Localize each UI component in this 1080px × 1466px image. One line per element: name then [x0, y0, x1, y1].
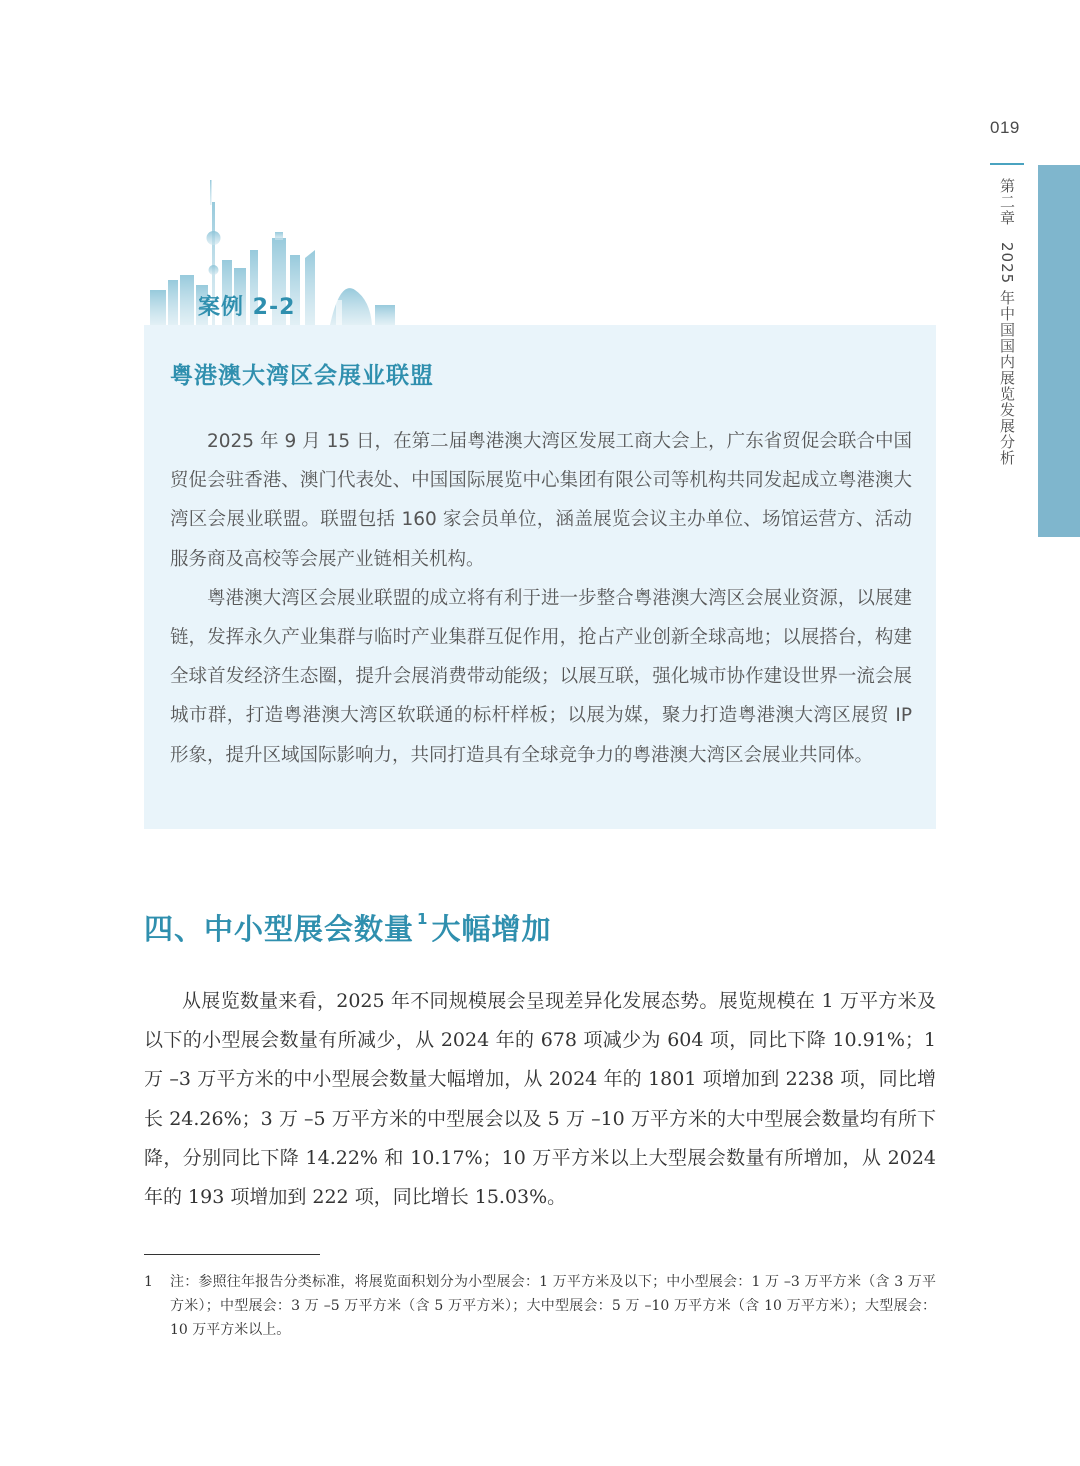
case-title: 粤港澳大湾区会展业联盟: [170, 362, 434, 389]
footnote: [144, 1270, 936, 1342]
case-paragraph: 粤港澳大湾区会展业联盟的成立将有利于进一步整合粤港澳大湾区会展业资源，以展建链，发挥永久产业集群与临时产业集群互促作用，抢占产业创新全球高地；以展搭台，构建全球首发经济生态圈，提升会展消费带动能级；以展互联，强化城市协作建设世界一流会展城市群，打造粤港澳大湾区软联通的标杆样板；以展为媒，聚力打造粤港澳大湾区展贸 IP 形象，提升区域国际影响力，共同打造具有全球竞争力的粤港澳大湾区会展业共同体。: [170, 587, 912, 766]
section-heading-text-end: 大幅增加: [431, 912, 552, 946]
footnote-number: 1: [144, 1274, 153, 1290]
case-paragraph: 2025 年 9 月 15 日，在第二届粤港澳大湾区发展工商大会上，广东省贸促会联合中国贸促会驻香港、澳门代表处、中国国际展览中心集团有限公司等机构共同发起成立粤港澳大湾区会展业联盟。联盟包括 160 家会员单位，涵盖展览会议主办单位、场馆运营方、活动服务商及高校等会展产业链相关机构。: [170, 431, 912, 570]
case-body: [170, 422, 912, 775]
footnote-marker: 1: [417, 910, 429, 929]
section-heading-text: 四、中小型展会数量: [144, 912, 415, 946]
chapter-label: 第二章 2025 年中国国内展览发展分析: [998, 178, 1016, 466]
page-number: 019: [990, 118, 1020, 137]
chapter-rule: [990, 163, 1024, 165]
main-body: [144, 982, 936, 1217]
chapter-tab: [1038, 165, 1080, 537]
case-label: 案例 2-2: [198, 295, 296, 320]
footnote-rule: [144, 1254, 320, 1255]
section-heading: [144, 907, 551, 948]
footnote-text: 注：参照往年报告分类标准，将展览面积划分为小型展会：1 万平方米及以下；中小型展会：1 万 –3 万平方米（含 3 万平方米）；中型展会：3 万 –5 万平方米（含 5 万平方米）；大中型展会：5 万 –10 万平方米（含 10 万平方米）；大型展会：10 万平方米以上。: [170, 1274, 936, 1338]
body-paragraph: 从展览数量来看，2025 年不同规模展会呈现差异化发展态势。展览规模在 1 万平方米及以下的小型展会数量有所减少，从 2024 年的 678 项减少为 604 项，同比下降 10.91%；1 万 –3 万平方米的中小型展会数量大幅增加，从 2024 年的 1801 项增加到 2238 项，同比增长 24.26%；3 万 –5 万平方米的中型展会以及 5 万 –10 万平方米的大中型展会数量均有所下降，分别同比下降 14.22% 和 10.17%；10 万平方米以上大型展会数量有所增加，从 2024 年的 193 项增加到 222 项，同比增长 15.03%。: [144, 990, 936, 1209]
